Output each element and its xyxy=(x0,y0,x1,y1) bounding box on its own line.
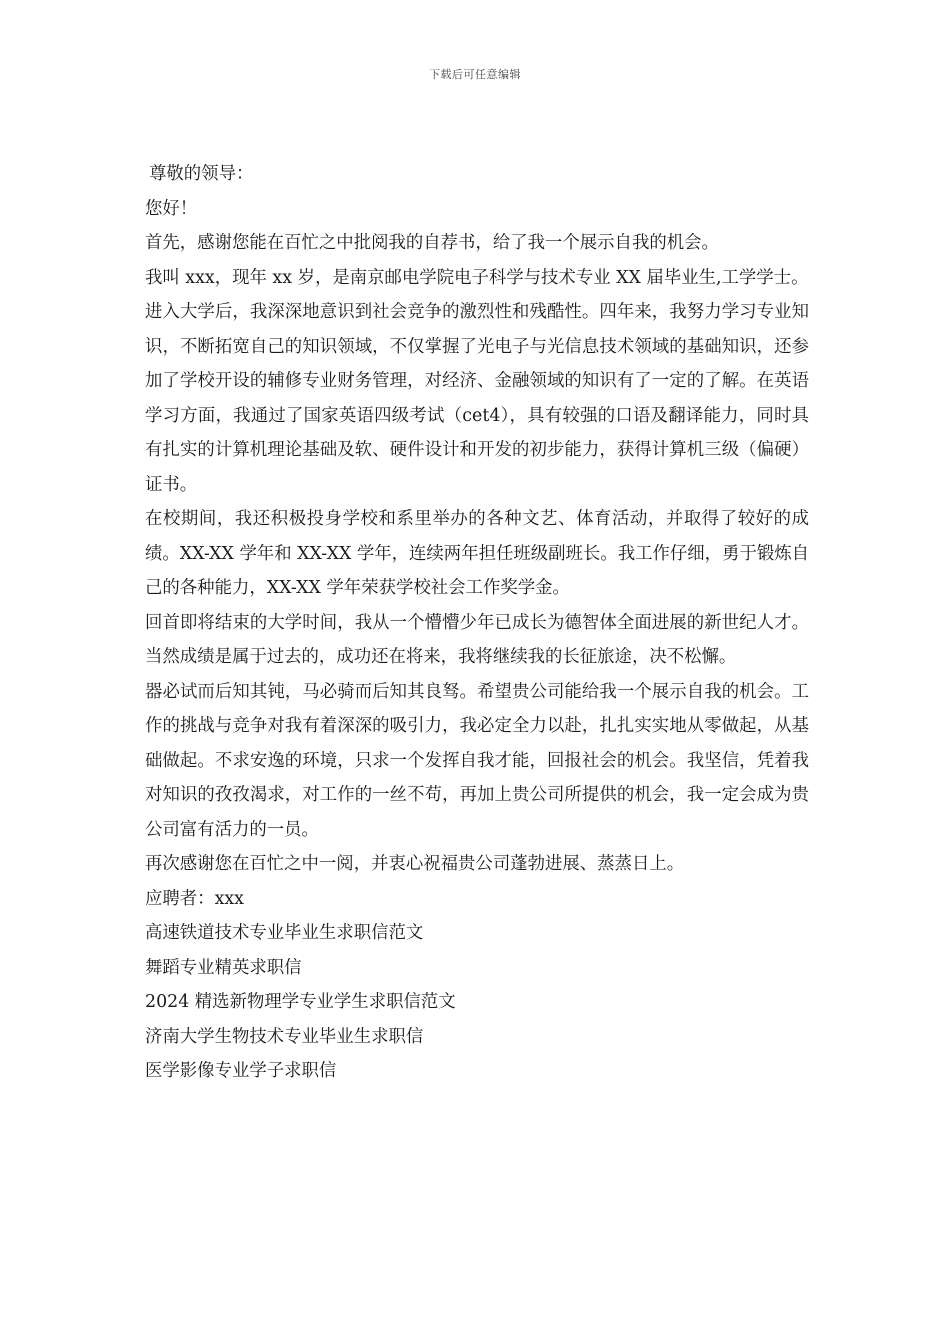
letter-body xyxy=(145,157,809,1089)
paragraph-6: 器必试而后知其钝，马必骑而后知其良驽。希望贵公司能给我一个展示自我的机会。工作的挑战与竞争对我有着深深的吸引力，我必定全力以赴，扎扎实实地从零做起，从基础做起。不求安逸的环境，只求一个发挥自我才能，回报社会的机会。我坚信，凭着我对知识的孜孜渴求，对工作的一丝不苟，再加上贵公司所提供的机会，我一定会成为贵公司富有活力的一员。 xyxy=(145,681,809,840)
related-link-4[interactable]: 济南大学生物技术专业毕业生求职信 xyxy=(145,1026,424,1047)
paragraph-7: 再次感谢您在百忙之中一阅，并衷心祝福贵公司蓬勃进展、蒸蒸日上。 xyxy=(145,854,685,874)
paragraph-4: 在校期间，我还积极投身学校和系里举办的各种文艺、体育活动，并取得了较好的成绩。XX-XX 学年和 XX-XX 学年，连续两年担任班级副班长。我工作仔细，勇于锻炼自己的各种能力，XX-XX 学年荣获学校社会工作奖学金。 xyxy=(145,509,810,598)
signature: 应聘者：xxx xyxy=(145,888,244,909)
related-link-5[interactable]: 医学影像专业学子求职信 xyxy=(145,1061,337,1081)
salutation: 尊敬的领导： xyxy=(149,164,254,184)
related-link-3[interactable]: 2024 精选新物理学专业学生求职信范文 xyxy=(145,992,456,1012)
related-link-1[interactable]: 高速铁道技术专业毕业生求职信范文 xyxy=(145,923,424,943)
page-header-note: 下载后可任意编辑 xyxy=(429,68,521,81)
paragraph-2: 我叫 xxx，现年 xx 岁，是南京邮电学院电子科学与技术专业 XX 届毕业生,工学学士。 xyxy=(145,267,809,288)
paragraph-1: 首先，感谢您能在百忙之中批阅我的自荐书，给了我一个展示自我的机会。 xyxy=(145,233,719,253)
related-articles xyxy=(145,916,809,1089)
paragraph-3: 进入大学后，我深深地意识到社会竞争的激烈性和残酷性。四年来，我努力学习专业知识，不断拓宽自己的知识领域，不仅掌握了光电子与光信息技术领域的基础知识，还参加了学校开设的辅修专业财务管理，对经济、金融领域的知识有了一定的了解。在英语学习方面，我通过了国家英语四级考试（cet4），具有较强的口语及翻译能力，同时具有扎实的计算机理论基础及软、硬件设计和开发的初步能力，获得计算机三级（偏硬）证书。 xyxy=(145,302,809,495)
greeting: 您好！ xyxy=(145,198,198,219)
paragraph-5: 回首即将结束的大学时间，我从一个懵懵少年已成长为德智体全面进展的新世纪人才。当然成绩是属于过去的，成功还在将来，我将继续我的长征旅途，决不松懈。 xyxy=(145,612,809,667)
related-link-2[interactable]: 舞蹈专业精英求职信 xyxy=(145,957,302,978)
